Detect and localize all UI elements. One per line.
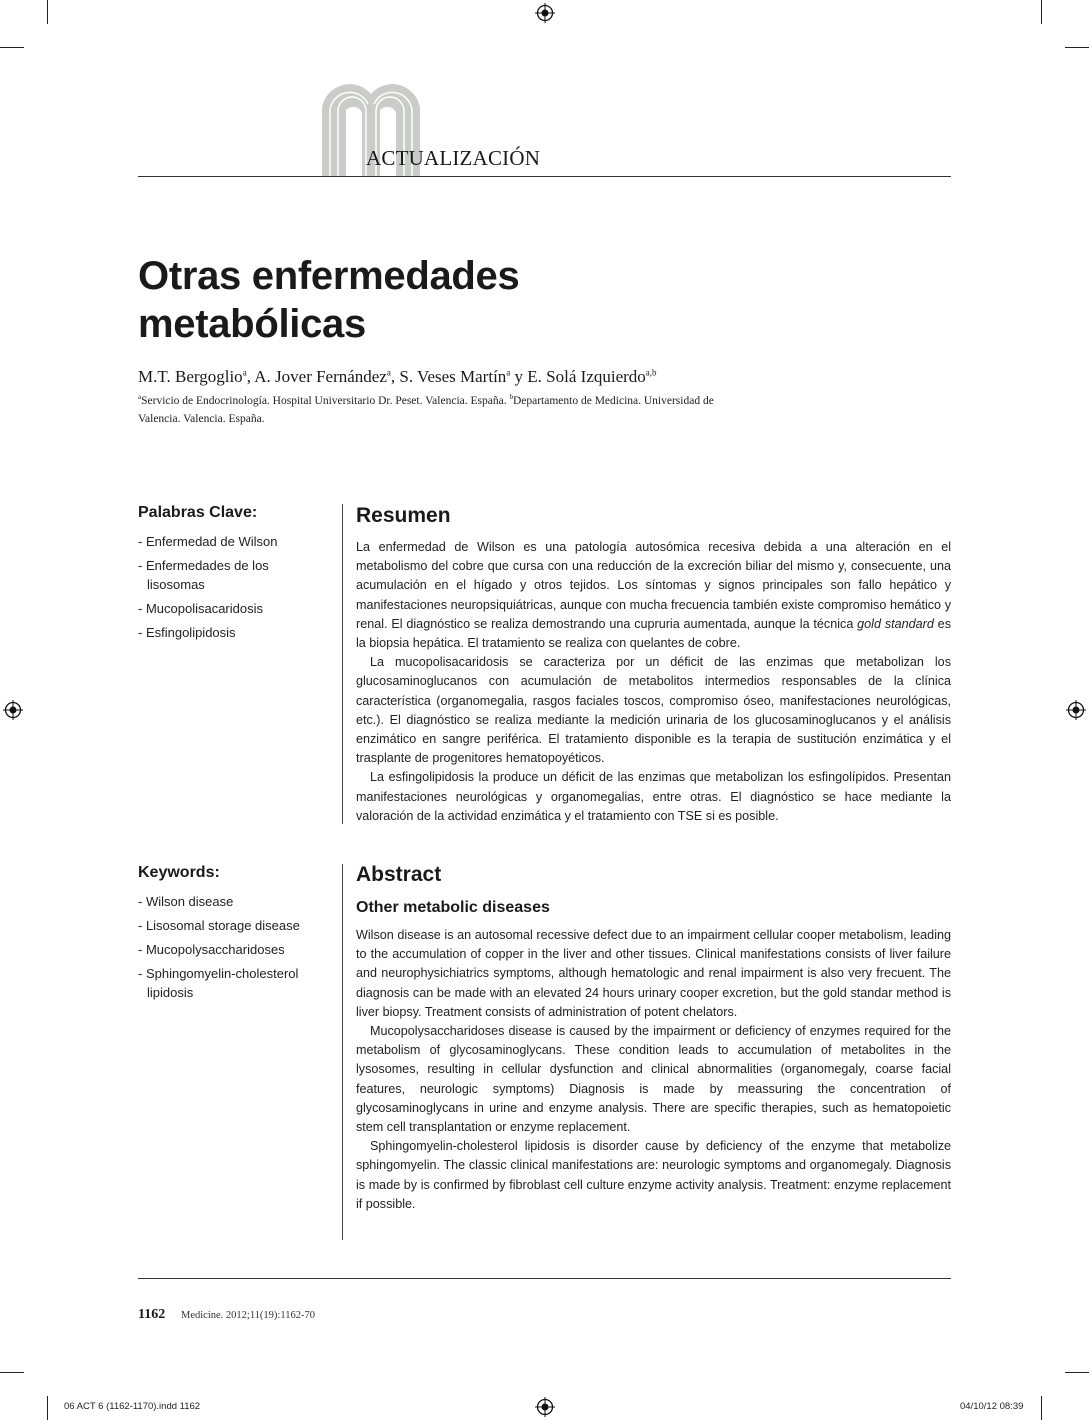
author-affiliation-mark: a,b: [645, 367, 657, 378]
keyword-item: - Esfingolipidosis: [138, 625, 236, 640]
author-list: [138, 367, 657, 387]
abstract-paragraph: Sphingomyelin-cholesterol lipidosis is disorder cause by deficiency of the enzyme that metabolize sphingomyelin. The classic clinical manifestations are: neurologic symptoms and organomegaly. Diagnosis is made by is confirmed by fibroblast cell culture enzyme activity analysis. Treatment: enzyme replacement if possible.: [356, 1139, 951, 1211]
author-name: E. Solá Izquierdo: [527, 367, 646, 386]
author-affiliation-mark: a: [386, 367, 391, 378]
crop-mark: [1065, 1372, 1089, 1373]
footer-divider: [138, 1278, 951, 1279]
keyword-item: - Mucopolisacaridosis: [138, 601, 263, 616]
author-separator: ,: [390, 367, 400, 386]
crop-mark: [1041, 1396, 1042, 1420]
section-label: ACTUALIZACIÓN: [366, 146, 541, 170]
paragraph-text: La enfermedad de Wilson es una patología autosómica recesiva debida a una alteración en el metabolismo del cobre que cursa con una reducción de la excreción biliar del mismo y, consecuente, una acumulación en el hígado y otros tejidos. Los síntomas y signos principales son fallo hepático y manifestaciones neuropsiquiátricas, aunque con mucha frecuencia también existe compromiso hemático y renal. El diagnóstico se realiza demostrando una cupruria aumentada, aunque la técnica: [356, 540, 951, 631]
affiliation-mark: b: [509, 393, 513, 402]
abstract-paragraph: Wilson disease is an autosomal recessive defect due to an impairment cellular cooper metabolism, leading to the accumulation of copper in the liver and other tissues. Clinical manifestations consists of liver failure and neurophysichiatrics symptoms, although hematologic and renal impairment is also very frecuent. The diagnosis can be made with an elevated 24 hours urinary cooper excretion, but the gold standar method is liver biopsy. Treatment consists of administration of potent chelators.: [356, 928, 951, 1019]
author-name: M.T. Bergoglio: [138, 367, 243, 386]
page-number: 1162: [138, 1307, 166, 1322]
abstract-subtitle: Other metabolic diseases: [356, 899, 550, 916]
print-slug-date: 04/10/12 08:39: [960, 1401, 1024, 1412]
column-divider: [342, 504, 343, 824]
keyword-item: - Mucopolysaccharidoses: [138, 942, 285, 957]
resumen-paragraph: [356, 538, 951, 653]
keyword-item: - Wilson disease: [138, 894, 234, 909]
resumen-heading: Resumen: [356, 504, 451, 527]
registration-mark-icon: [535, 1397, 555, 1417]
crop-mark: [1041, 0, 1042, 24]
author-separator: ,: [246, 367, 255, 386]
author-separator: y: [510, 367, 528, 386]
affiliations: [138, 392, 738, 428]
keyword-item: - Sphingomyelin-cholesterol lipidosis: [138, 966, 299, 1000]
keyword-list: [138, 532, 328, 642]
header-divider: [138, 176, 951, 177]
keyword-item: - Enfermedades de los lisosomas: [138, 558, 269, 592]
keywords-heading: Palabras Clave:: [138, 504, 258, 521]
print-slug-file: 06 ACT 6 (1162-1170).indd 1162: [64, 1401, 201, 1412]
column-divider: [342, 864, 343, 1240]
crop-mark: [47, 0, 48, 24]
keyword-item: - Enfermedad de Wilson: [138, 534, 278, 549]
author-affiliation-mark: a: [242, 367, 247, 378]
paragraph-text: es la biopsia hepática. El tratamiento se realiza con quelantes de cobre.: [356, 616, 951, 651]
keywords-es: [138, 504, 328, 647]
keyword-item: - Lisosomal storage disease: [138, 918, 300, 933]
resumen-section: [356, 502, 951, 826]
crop-mark: [0, 1372, 24, 1373]
abstract-paragraph: Mucopolysaccharidoses disease is caused by the impairment or deficiency of enzymes required for the metabolism of glycosaminoglycans. These condition leads to accumulation of metabolites in the lysosomes, resulting in cellular dysfunction and clinical abnormalities (organomegaly, coarse facial features, neurologic symptoms) Diagnosis is made by meassuring the concentration of glycosaminoglycans in urine and enzyme analysis. There are specific therapies, such as hematopoietic stem cell transplantation or enzyme replacement.: [356, 1024, 951, 1135]
keywords-heading: Keywords:: [138, 864, 220, 881]
resumen-paragraph: La esfingolipidosis la produce un déficit de las enzimas que metabolizan los esfingolípidos. Presentan manifestaciones neurológicas y organomegalias, entre otras. El diagnóstico se hace mediante la valoración de la actividad enzimática y el tratamiento con TSE si es posible.: [356, 770, 951, 823]
title-line: metabólicas: [138, 302, 366, 346]
resumen-paragraph: La mucopolisacaridosis se caracteriza por un déficit de las enzimas que metabolizan los glucosaminoglucanos con acumulación de metabolitos intermedios responsables de la clínica característica (organomegalia, rasgos faciales toscos, compromiso óseo, manifestaciones neurológicas, etc.). El diagnóstico se realiza mediante la medición urinaria de los glucosaminoglucanos y el análisis enzimático en sangre periférica. El tratamiento disponible es la terapia de sustitución enzimática y el trasplante de progenitores hematopoyéticos.: [356, 655, 951, 766]
registration-mark-icon: [1066, 700, 1086, 720]
abstract-heading: Abstract: [356, 863, 442, 886]
affiliation-mark: a: [138, 393, 142, 402]
crop-mark: [47, 1396, 48, 1420]
journal-citation: Medicine. 2012;11(19):1162-70: [181, 1310, 315, 1321]
author-name: S. Veses Martín: [399, 367, 507, 386]
crop-mark: [1065, 47, 1089, 48]
author-affiliation-mark: a: [506, 367, 511, 378]
keyword-list: [138, 892, 328, 1002]
title-line: Otras enfermedades: [138, 254, 520, 298]
crop-mark: [0, 47, 24, 48]
registration-mark-icon: [3, 700, 23, 720]
article-title: [138, 252, 738, 348]
keywords-en: [138, 864, 328, 1007]
paragraph-italic: gold standard: [857, 616, 934, 631]
abstract-section: [356, 861, 951, 1214]
registration-mark-icon: [535, 3, 555, 23]
affiliation-text: Servicio de Endocrinología. Hospital Universitario Dr. Peset. Valencia. España.: [141, 395, 510, 407]
author-name: A. Jover Fernández: [254, 367, 387, 386]
affiliation-text: Departamento de Medicina. Universidad de Valencia. Valencia. España.: [138, 395, 714, 425]
